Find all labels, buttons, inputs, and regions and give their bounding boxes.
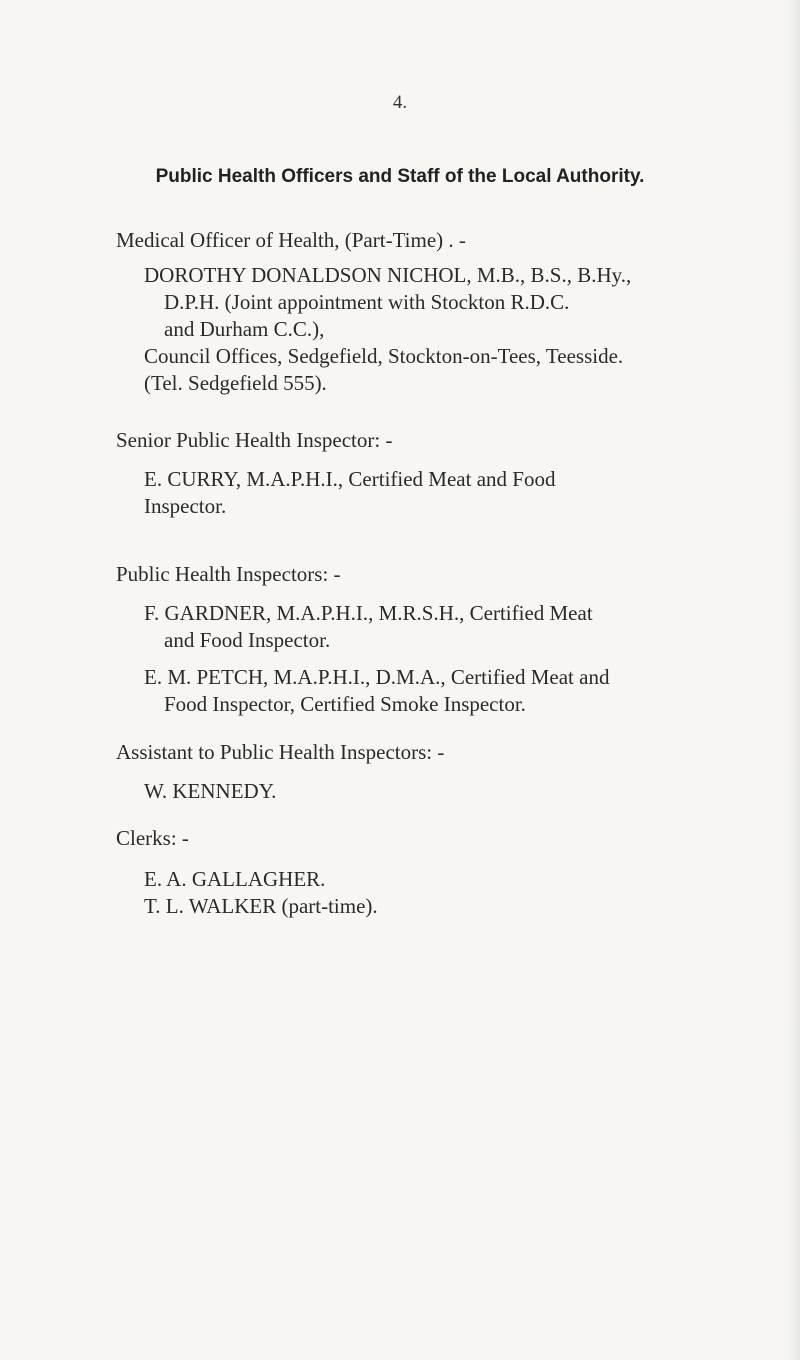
senior-inspector-label: Senior Public Health Inspector: - xyxy=(116,428,393,452)
clerks-entry xyxy=(144,866,378,920)
inspectors-label: Public Health Inspectors: - xyxy=(116,562,341,586)
assistant-line-1: W. KENNEDY. xyxy=(144,779,277,803)
medical-officer-line-1: DOROTHY DONALDSON NICHOL, M.B., B.S., B.Hy., xyxy=(144,263,632,287)
senior-inspector-line-1: E. CURRY, M.A.P.H.I., Certified Meat and Food xyxy=(144,467,556,491)
inspector-entry-petch xyxy=(144,664,609,718)
clerk-line-2: T. L. WALKER (part-time). xyxy=(144,894,378,918)
senior-inspector-line-2: Inspector. xyxy=(144,494,227,518)
medical-officer-line-4: Council Offices, Sedgefield, Stockton-on-Tees, Teesside. xyxy=(144,344,624,368)
inspector-petch-line-1: E. M. PETCH, M.A.P.H.I., D.M.A., Certified Meat and xyxy=(144,665,610,689)
inspector-gardner-line-2: and Food Inspector. xyxy=(164,628,331,652)
inspector-petch-line-2: Food Inspector, Certified Smoke Inspector. xyxy=(164,692,526,716)
clerk-line-1: E. A. GALLAGHER. xyxy=(144,867,326,891)
assistant-entry xyxy=(144,778,276,805)
page-title: Public Health Officers and Staff of the Local Authority. xyxy=(155,166,645,187)
clerks-label: Clerks: - xyxy=(116,826,189,850)
senior-inspector-entry xyxy=(144,466,555,520)
medical-officer-line-2: D.P.H. (Joint appointment with Stockton R.D.C. xyxy=(164,290,570,314)
medical-officer-line-5: (Tel. Sedgefield 555). xyxy=(144,371,327,395)
inspector-gardner-line-1: F. GARDNER, M.A.P.H.I., M.R.S.H., Certified Meat xyxy=(144,601,593,625)
page-number: 4. xyxy=(392,92,408,113)
medical-officer-label: Medical Officer of Health, (Part-Time) . - xyxy=(116,228,466,252)
medical-officer-line-3: and Durham C.C.), xyxy=(164,317,325,341)
page-edge-shadow xyxy=(786,0,800,1360)
medical-officer-entry xyxy=(144,262,631,397)
assistant-label: Assistant to Public Health Inspectors: - xyxy=(116,740,445,764)
inspector-entry-gardner xyxy=(144,600,593,654)
